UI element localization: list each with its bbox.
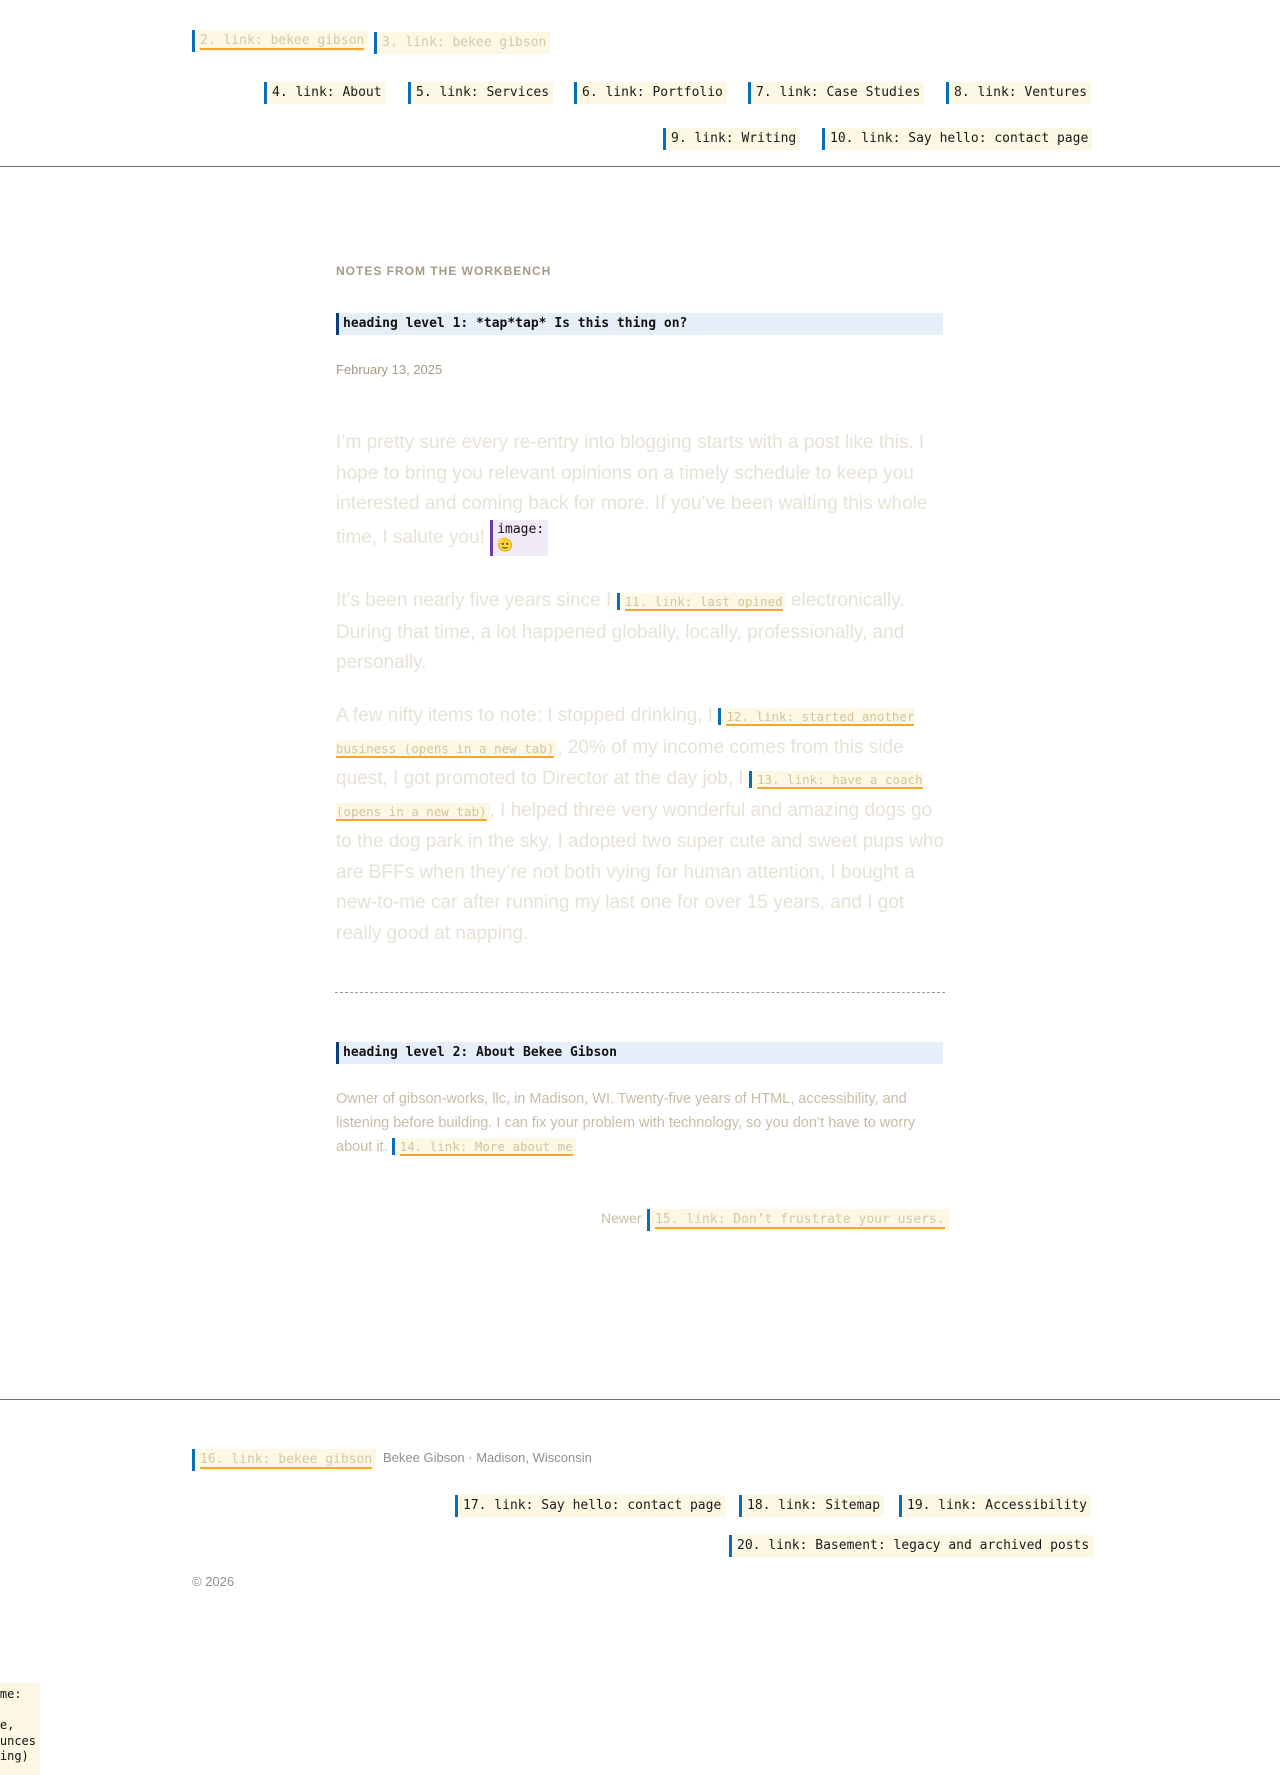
nav-label: 10. link: Say hello: contact page: [830, 131, 1089, 146]
nav-label: 4. link: About: [272, 85, 382, 100]
nav-link-ventures[interactable]: [946, 82, 1091, 104]
link-label: 15. link: Don’t frustrate your users.: [655, 1212, 945, 1227]
footer-link-accessibility[interactable]: [899, 1495, 1091, 1517]
nav-link-about[interactable]: [264, 82, 386, 104]
link-label: 17. link: Say hello: contact page: [463, 1498, 722, 1513]
paragraph-text: electronically. During that time, a lot happened globally, locally, professionally, and personally.: [336, 590, 905, 673]
logo-link-label: 2. link: bekee gibson: [200, 33, 365, 48]
bio-text: Owner of gibson-works, llc, in Madison, WI. Twenty-five years of HTML, accessibility, and listening before building. I can fix your problem with technology, so you don’t have to worry about it.: [336, 1091, 916, 1155]
nav-label: 8. link: Ventures: [954, 85, 1088, 100]
author-bio: [336, 1087, 946, 1159]
footer-link-basement[interactable]: [729, 1535, 1093, 1557]
salute-icon: 🫡: [497, 537, 514, 553]
section-divider: [335, 992, 945, 993]
post-paragraph-2: [336, 586, 946, 679]
nav-label: 6. link: Portfolio: [582, 85, 723, 100]
footer-link-contact[interactable]: [455, 1495, 725, 1517]
logo-link-label: 3. link: bekee gibson: [382, 35, 547, 50]
footer-link-sitemap[interactable]: [739, 1495, 884, 1517]
nav-link-portfolio[interactable]: [574, 82, 727, 104]
footer-location: Bekee Gibson · Madison, Wisconsin: [383, 1450, 592, 1465]
logo-link-secondary[interactable]: [374, 32, 550, 54]
last-opined-link[interactable]: [617, 593, 786, 610]
footer-divider: [0, 1399, 1280, 1400]
nav-link-case-studies[interactable]: [748, 82, 924, 104]
nav-link-writing[interactable]: [663, 128, 800, 150]
pagination-newer-label: Newer: [601, 1210, 642, 1226]
footer-logo-link[interactable]: [192, 1449, 376, 1471]
nav-link-services[interactable]: [408, 82, 553, 104]
post-date: February 13, 2025: [336, 362, 443, 377]
nav-link-contact[interactable]: [822, 128, 1092, 150]
paragraph-text: A few nifty items to note: I stopped drinking, I: [336, 705, 714, 726]
post-paragraph-1: [336, 428, 946, 556]
link-label: 20. link: Basement: legacy and archived posts: [737, 1538, 1090, 1553]
link-label: 11. link: last opined: [624, 594, 783, 609]
paragraph-text: I’m pretty sure every re-entry into blogging starts with a post like this. I hope to bring you relevant opinions on a timely schedule to keep you interested and coming back for more. If you’ve been waiting this whole time, I salute you!: [336, 432, 928, 548]
nav-label: 5. link: Services: [416, 85, 550, 100]
link-label: 12. link: started another business (opens in a new tab): [336, 709, 915, 756]
nav-label: 9. link: Writing: [671, 131, 797, 146]
post-paragraph-3: [336, 701, 946, 949]
offscreen-annotation-panel: [0, 1683, 40, 1775]
salute-emoji-image: [490, 520, 548, 556]
header-divider: [0, 166, 1280, 167]
about-heading: heading level 2: About Bekee Gibson: [336, 1042, 943, 1064]
image-annotation-label: image:: [497, 521, 545, 537]
paragraph-text: , I helped three very wonderful and amazing dogs go to the dog park in the sky, I adopted two super cute and sweet pups who are BFFs when they’re not both vying for human attention, I bought a new-to-me car after running my last one for over 15 years, and I got really good at napping.: [336, 799, 945, 944]
link-label: 18. link: Sitemap: [747, 1498, 881, 1513]
paragraph-text: It’s been nearly five years since I: [336, 590, 612, 611]
link-label: 13. link: have a coach (opens in a new tab): [336, 772, 923, 819]
paragraph-text: , 20% of my income comes from this side quest, I got promoted to Director at the day job, I: [336, 736, 904, 789]
link-label: 16. link: bekee gibson: [200, 1452, 373, 1467]
offscreen-annotation-text: me: e, unces ing): [0, 1687, 36, 1763]
nav-label: 7. link: Case Studies: [756, 85, 921, 100]
post-title: heading level 1: *tap*tap* Is this thing on?: [336, 313, 943, 335]
link-label: 14. link: More about me: [399, 1139, 573, 1154]
copyright: © 2026: [192, 1574, 235, 1589]
logo-link-primary[interactable]: [192, 30, 368, 52]
section-eyebrow: NOTES FROM THE WORKBENCH: [336, 264, 552, 278]
link-label: 19. link: Accessibility: [907, 1498, 1088, 1513]
more-about-me-link[interactable]: [392, 1138, 576, 1155]
newer-post-link[interactable]: [647, 1209, 949, 1231]
